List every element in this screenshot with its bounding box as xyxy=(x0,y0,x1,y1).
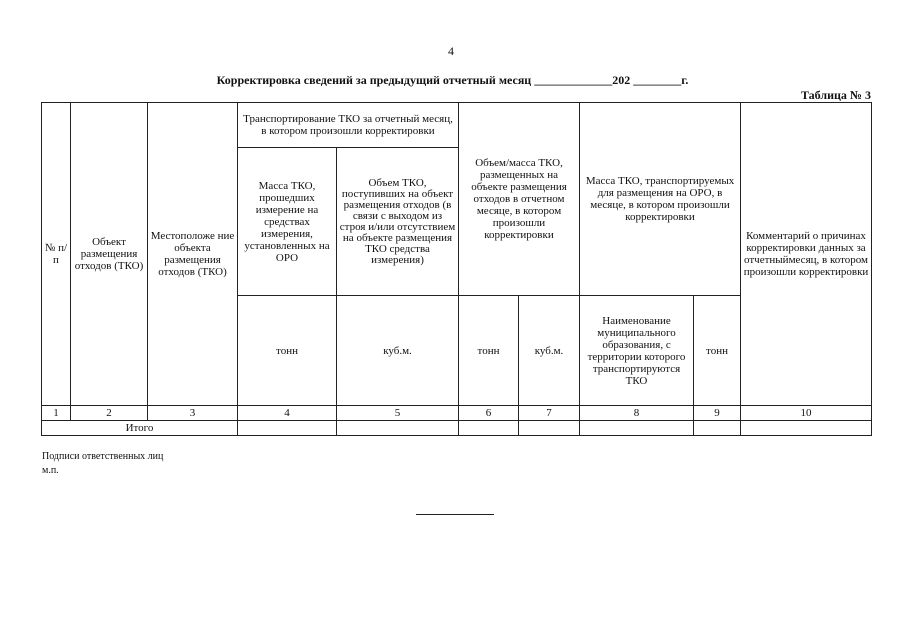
total-cell xyxy=(238,421,337,436)
header-disposal-object: Объект размещения отходов (ТКО) xyxy=(71,103,148,406)
column-number: 10 xyxy=(741,406,872,421)
total-cell xyxy=(337,421,459,436)
total-row xyxy=(42,421,872,436)
separator-line xyxy=(416,514,494,515)
column-number: 2 xyxy=(71,406,148,421)
header-measured-mass: Масса ТКО, прошедших измерение на средствах измерения, установленных на ОРО xyxy=(238,148,337,296)
unit-col-7: куб.м. xyxy=(519,296,580,406)
document-title: Корректировка сведений за предыдущий отчетный месяц _____________202 ________г. xyxy=(216,73,689,87)
column-number: 4 xyxy=(238,406,337,421)
column-number: 6 xyxy=(459,406,519,421)
unit-col-9: тонн xyxy=(694,296,741,406)
unit-col-4: тонн xyxy=(238,296,337,406)
page-number: 4 xyxy=(448,44,454,58)
stamp-label: м.п. xyxy=(42,465,59,476)
header-group-transported-mass: Масса ТКО, транспортируемых для размещения на ОРО, в месяце, в котором произошли корректировки xyxy=(580,103,741,296)
header-group-volume-mass: Объем/масса ТКО, размещенных на объекте размещения отходов в отчетном месяце, в котором произошли корректировки xyxy=(459,103,580,296)
total-cell xyxy=(694,421,741,436)
column-number: 3 xyxy=(148,406,238,421)
column-number: 5 xyxy=(337,406,459,421)
header-comment: Комментарий о причинах корректировки данных за отчетныймесяц, в котором произошли корректировки xyxy=(741,103,872,406)
corrections-table xyxy=(41,102,872,436)
header-row-number: № п/п xyxy=(42,103,71,406)
column-number: 7 xyxy=(519,406,580,421)
column-number-row xyxy=(42,406,872,421)
table-number-label: Таблица № 3 xyxy=(800,88,871,102)
header-received-volume: Объем ТКО, поступивших на объект размещения отходов (в связи с выходом из строя и/или отсутствием на объекте размещения ТКО средства измерения) xyxy=(337,148,459,296)
column-number: 9 xyxy=(694,406,741,421)
total-label: Итого xyxy=(42,421,238,436)
signatures-label: Подписи ответственных лиц xyxy=(42,451,164,462)
total-cell xyxy=(741,421,872,436)
unit-col-6: тонн xyxy=(459,296,519,406)
column-number: 8 xyxy=(580,406,694,421)
total-cell xyxy=(459,421,519,436)
total-cell xyxy=(519,421,580,436)
unit-col-5: куб.м. xyxy=(337,296,459,406)
column-number: 1 xyxy=(42,406,71,421)
header-object-location: Местоположе ние объекта размещения отходов (ТКО) xyxy=(148,103,238,406)
total-cell xyxy=(580,421,694,436)
header-group-transport: Транспортирование ТКО за отчетный месяц, в котором произошли корректировки xyxy=(238,103,459,148)
header-municipality: Наименование муниципального образования, с территории которого транспортируются ТКО xyxy=(580,296,694,406)
